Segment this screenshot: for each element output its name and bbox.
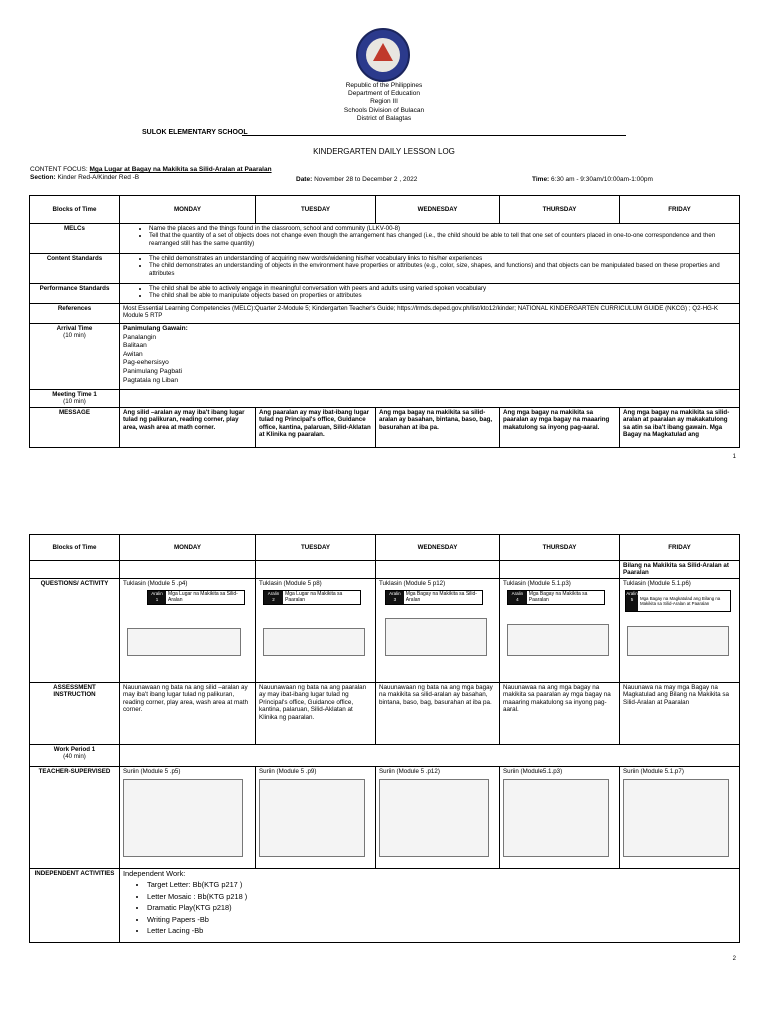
illustration xyxy=(385,618,487,656)
worksheet-thumbnail xyxy=(379,779,489,857)
header-row xyxy=(30,535,740,561)
module-page-thumbnail xyxy=(623,590,736,658)
references-row xyxy=(30,304,740,324)
date-value: November 28 to December 2 , 2022 xyxy=(314,176,418,183)
message-cell: Ang paaralan ay may ibat-ibang lugar tulad ng Principal's office, Guidance office, kantina, palaruan, Silid-Aklatan at Klinika ng paaralan. xyxy=(256,408,376,448)
day-header: THURSDAY xyxy=(500,535,620,561)
activity-title: Suriin (Module 5 .p9) xyxy=(259,768,317,775)
page-2 xyxy=(0,500,768,1024)
message-row xyxy=(30,408,740,448)
module-page-thumbnail xyxy=(379,590,496,658)
melcs-row xyxy=(30,224,740,254)
module-page-thumbnail xyxy=(503,590,616,658)
list-item: Pagtatala ng Liban xyxy=(123,376,178,384)
activity-cell xyxy=(500,579,620,683)
row-label: ASSESSMENT INSTRUCTION xyxy=(30,683,120,745)
list-item: Awitan xyxy=(123,350,143,358)
header-row xyxy=(30,196,740,224)
deped-seal-logo xyxy=(356,28,410,82)
assessment-cell: Nauunawaa na ang mga bagay na makikita sa paaralan ay mga bagay na maaaring makatulong sa inyong pag-aaral. xyxy=(500,683,620,745)
list-item: Panimulang Pagbati xyxy=(123,367,183,375)
letterhead-line: Region III xyxy=(370,98,398,106)
list-item: Pag-eehersisyo xyxy=(123,359,169,367)
message-cell: Ang mga bagay na makikita sa paaralan ay mga bagay na maaaring makatulong sa inyong pag-aaral. xyxy=(500,408,620,448)
date: Date: November 28 to December 2 , 2022 xyxy=(296,176,418,183)
aralin-badge: Aralin 4 Mga Bagay na Makikita sa Paaralan xyxy=(507,590,605,605)
friday-topic: Bilang na Makikita sa Silid-Aralan at Paaralan xyxy=(620,561,740,579)
day-header: WEDNESDAY xyxy=(376,196,500,224)
suriin-cell xyxy=(620,767,740,869)
illustration xyxy=(507,624,609,656)
activity-cell xyxy=(120,579,256,683)
letterhead-line: Republic of the Philippines xyxy=(345,82,423,89)
list-item: • Writing Papers -Bb xyxy=(147,914,736,926)
melcs-content xyxy=(120,224,740,254)
suriin-cell xyxy=(376,767,500,869)
meeting-row xyxy=(30,390,740,408)
illustration xyxy=(127,628,241,656)
row-label: Meeting Time 1 (10 min) xyxy=(30,390,120,408)
letterhead-line: Schools Division of Bulacan xyxy=(343,106,425,114)
activity-title: Suriin (Module5.1.p3) xyxy=(503,768,563,775)
school-underline xyxy=(242,135,626,136)
assessment-cell: Nauunawaan ng bata na ang silid –aralan ay may iba't ibang lugar tulad ng palikuran, reading corner, play area, wash area at math corner. xyxy=(120,683,256,745)
row-label: Arrival Time (10 min) xyxy=(30,324,120,390)
independent-content: Independent Work: • Target Letter: Bb(KTG p217 ) • Letter Mosaic : Bb(KTG p218 ) • Dramatic Play(KTG p218) • Writing Papers -Bb • Letter Lacing -Bb xyxy=(120,869,740,943)
list-item: • Letter Mosaic : Bb(KTG p218 ) xyxy=(147,891,736,903)
worksheet-thumbnail xyxy=(623,779,729,857)
day-header: FRIDAY xyxy=(620,196,740,224)
day-header: MONDAY xyxy=(120,535,256,561)
time: Time: 6:30 am - 9:30am/10:00am-1:00pm xyxy=(532,176,653,183)
performance-standards xyxy=(120,284,740,304)
activity-title: Suriin (Module 5.1.p7) xyxy=(623,768,684,775)
list-item: Balitaan xyxy=(123,342,147,350)
independent-row xyxy=(30,869,740,943)
arrival-row xyxy=(30,324,740,390)
activity-title: Suriin (Module 5 .p12) xyxy=(379,768,440,775)
section: Section: Kinder Red-A/Kinder Red -B xyxy=(30,174,140,181)
section-value: Kinder Red-A/Kinder Red -B xyxy=(57,174,140,181)
day-header: FRIDAY xyxy=(620,535,740,561)
module-page-thumbnail xyxy=(123,590,252,658)
list-item: Panalangin xyxy=(123,333,156,341)
row-label: Performance Standards xyxy=(30,284,120,304)
letterhead-line: District of Balagtas xyxy=(356,114,412,122)
performance-standards-row xyxy=(30,284,740,304)
list-item: • Tell that the quantity of a set of objects does not change even though the arrangement has changed (i.e., the child should be able to tell that one set of counters placed in one-to-one correspondence and then rearranged still has the same quantity) xyxy=(149,232,736,247)
content-focus: CONTENT FOCUS: Mga Lugar at Bagay na Makikita sa Silid-Aralan at Paaralan xyxy=(30,166,272,173)
school-name: SULOK ELEMENTARY SCHOOL xyxy=(142,129,248,136)
lesson-log-table-1 xyxy=(29,195,740,448)
activity-title: Tuklasin (Module 5 p8) xyxy=(259,580,322,587)
teacher-supervised-row xyxy=(30,767,740,869)
list-item: • The child demonstrates an understanding of acquiring new words/widening his/her vocabulary links to his/her experiences xyxy=(149,255,736,262)
suriin-cell xyxy=(256,767,376,869)
row-label: MELCs xyxy=(30,224,120,254)
topic-row xyxy=(30,561,740,579)
row-label: QUESTIONS/ ACTIVITY xyxy=(30,579,120,683)
worksheet-thumbnail xyxy=(503,779,609,857)
list-item: • Letter Lacing -Bb xyxy=(147,925,736,937)
list-item: • The child shall be able to manipulate objects based on properties or attributes xyxy=(149,292,736,299)
suriin-cell xyxy=(500,767,620,869)
content-focus-value: Mga Lugar at Bagay na Makikita sa Silid-Aralan at Paaralan xyxy=(89,166,272,173)
message-cell: Ang mga bagay na makikita sa silid-aralan ay basahan, bintana, baso, bag, basurahan at iba pa. xyxy=(376,408,500,448)
activity-cell xyxy=(620,579,740,683)
assessment-row xyxy=(30,683,740,745)
assessment-cell: Nauunawa na may mga Bagay na Magkatulad ang Bilang na Makikita sa Silid-Aralan at Paaralan xyxy=(620,683,740,745)
activity-title: Tuklasin (Module 5 .p4) xyxy=(123,580,188,587)
content-standards-row xyxy=(30,254,740,284)
message-cell: Ang mga bagay na makikita sa silid-aralan at paaralan ay makakatulong sa atin sa iba't ibang gawain. Mga Bagay na Magkatulad ang xyxy=(620,408,740,448)
row-label: TEACHER-SUPERVISED xyxy=(30,767,120,869)
page-number: 1 xyxy=(732,454,736,460)
aralin-badge: Aralin 3 Mga Bagay na Makikita sa Silid-Aralan xyxy=(385,590,483,605)
row-label: Work Period 1 (40 min) xyxy=(30,745,120,767)
aralin-badge: Aralin 5 Mga Bagay na Magkatulad ang Bilang na Makikita sa Silid-Aralan at Paaralan xyxy=(625,590,731,612)
content-standards xyxy=(120,254,740,284)
aralin-badge: Aralin 1 Mga Lugar na Makikita sa Silid-Aralan xyxy=(147,590,245,605)
activity-title: Tuklasin (Module 5 p12) xyxy=(379,580,446,587)
questions-row xyxy=(30,579,740,683)
worksheet-thumbnail xyxy=(259,779,365,857)
list-item: • Name the places and the things found in the classroom, school and community (LLKV-00-8) xyxy=(149,225,736,232)
day-header: TUESDAY xyxy=(256,196,376,224)
references: Most Essential Learning Competencies (MELC):Quarter 2-Module 5; Kindergarten Teacher's Guide; https://lrmds.deped.gov.ph/list/kto12/kinder; NATIONAL KINDERGARTEN CURRICULUM GUIDE (NKCG) ; Q2-HG-K Module 5 RTP xyxy=(120,304,740,324)
message-cell: Ang silid –aralan ay may iba't ibang lugar tulad ng palikuran, reading corner, play area, wash area at math corner. xyxy=(120,408,256,448)
arrival-content: Panimulang Gawain: Panalangin Balitaan Awitan Pag-eehersisyo Panimulang Pagbati Pagtatala ng Liban xyxy=(120,324,740,390)
activity-title: Suriin (Module 5 .p5) xyxy=(123,768,181,775)
blocks-header: Blocks of Time xyxy=(30,535,120,561)
row-label: References xyxy=(30,304,120,324)
assessment-cell: Nauunawaan ng bata na ang mga bagay na makikita sa silid-aralan ay basahan, bintana, baso, bag, basurahan at iba pa. xyxy=(376,683,500,745)
day-header: THURSDAY xyxy=(500,196,620,224)
row-label: INDEPENDENT ACTIVITIES xyxy=(30,869,120,943)
blocks-header: Blocks of Time xyxy=(30,196,120,224)
module-page-thumbnail xyxy=(259,590,372,658)
document-title: KINDERGARTEN DAILY LESSON LOG xyxy=(313,147,455,156)
activity-cell xyxy=(376,579,500,683)
day-header: MONDAY xyxy=(120,196,256,224)
list-item: • Dramatic Play(KTG p218) xyxy=(147,902,736,914)
worksheet-thumbnail xyxy=(123,779,243,857)
aralin-badge: Aralin 2 Mga Lugar na Makikita sa Paaralan xyxy=(263,590,361,605)
list-item: • The child demonstrates an understanding of objects in the environment have properties or attributes (e.g., color, size, shapes, and functions) and that objects can be manipulated based on these properties and attributes xyxy=(149,262,736,277)
letterhead-line: Department of Education xyxy=(348,90,420,98)
illustration xyxy=(627,626,729,656)
work-period-row xyxy=(30,745,740,767)
page-1 xyxy=(0,0,768,470)
time-value: 6:30 am - 9:30am/10:00am-1:00pm xyxy=(551,176,653,183)
activity-title: Tuklasin (Module 5.1.p3) xyxy=(503,580,571,587)
illustration xyxy=(263,628,365,656)
day-header: WEDNESDAY xyxy=(376,535,500,561)
row-label: Content Standards xyxy=(30,254,120,284)
activity-cell xyxy=(256,579,376,683)
assessment-cell: Nauunawaan ng bata na ang paaralan ay may ibat-ibang lugar tulad ng Principal's office, Guidance office, kantina, palaruan, Silid-Aklatan at Klinika ng paaralan. xyxy=(256,683,376,745)
suriin-cell xyxy=(120,767,256,869)
row-label: MESSAGE xyxy=(30,408,120,448)
letterhead xyxy=(0,82,768,123)
list-item: • The child shall be able to actively engage in meaningful conversation with peers and adults using varied spoken vocabulary xyxy=(149,285,736,292)
list-item: • Target Letter: Bb(KTG p217 ) xyxy=(147,879,736,891)
activity-title: Tuklasin (Module 5.1.p6) xyxy=(623,580,691,587)
page-number: 2 xyxy=(732,956,736,962)
day-header: TUESDAY xyxy=(256,535,376,561)
lesson-log-table-2 xyxy=(29,534,740,943)
